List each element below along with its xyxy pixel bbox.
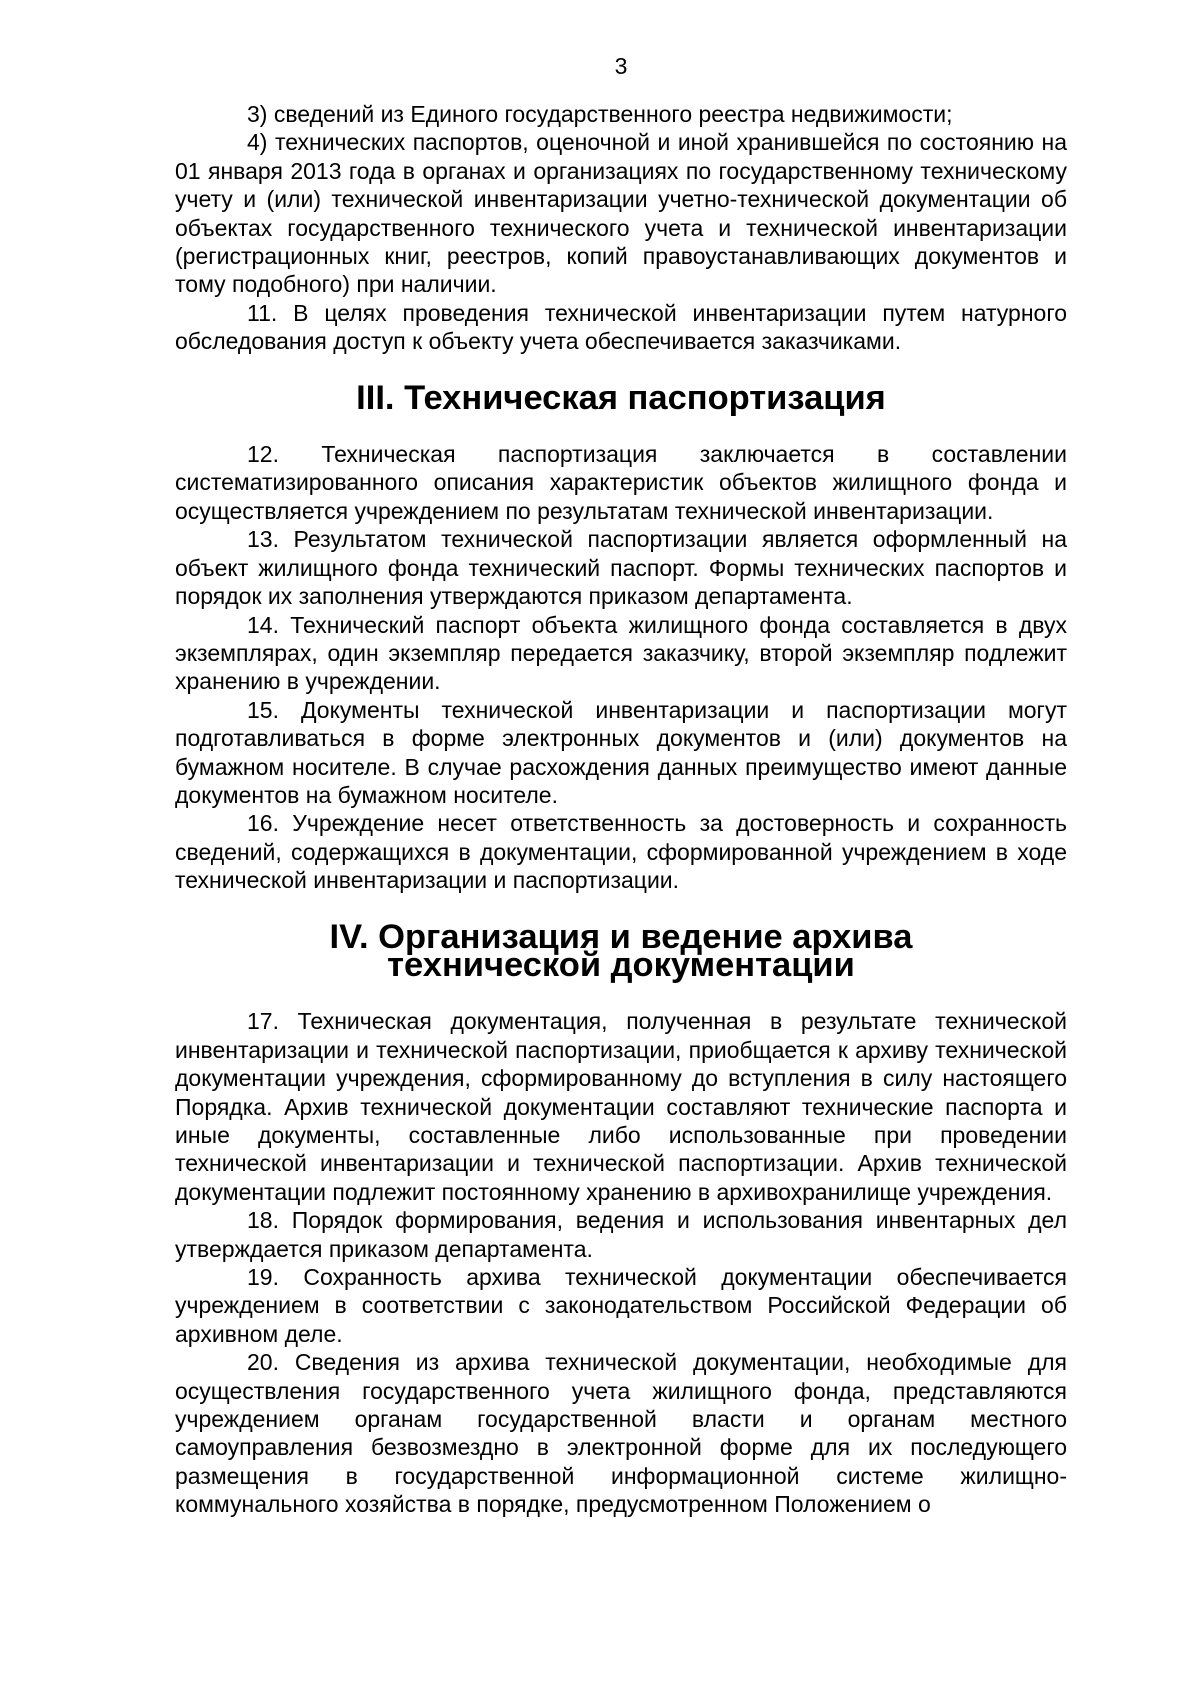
page-number: 3: [614, 53, 628, 79]
section-heading-4: [175, 917, 1067, 984]
paragraph-11: 11. В целях проведения технической инвентаризации путем натурного обследования доступ к объекту учета обеспечивается заказчиками.: [175, 299, 1067, 355]
paragraph-15: 15. Документы технической инвентаризации и паспортизации могут подготавливаться в форме электронных документов и (или) документов на бумажном носителе. В случае расхождения данных преимущество имеют данные документов на бумажном носителе.: [175, 696, 1067, 808]
section-heading-3: III. Техническая паспортизация: [356, 378, 886, 417]
paragraph-item-4: 4) технических паспортов, оценочной и иной хранившейся по состоянию на 01 января 2013 года в органах и организациях по государственному техническому учету и (или) технической инвентаризации учетно-технической документации об объектах государственного технического учета и технической инвентаризации (регистрационных книг, реестров, копий правоустанавливающих документов и тому подобного) при наличии.: [175, 129, 1067, 298]
paragraph-12: 12. Техническая паспортизация заключается в составлении систематизированного описания характеристик объектов жилищного фонда и осуществляется учреждением по результатам технической инвентаризации.: [175, 441, 1067, 524]
section-heading-4-line1: IV. Организация и ведение архива: [329, 917, 913, 956]
paragraph-19: 19. Сохранность архива технической документации обеспечивается учреждением в соответствии с законодательством Российской Федерации об архивном деле.: [175, 1264, 1067, 1347]
paragraph-13: 13. Результатом технической паспортизации является оформленный на объект жилищного фонда технический паспорт. Формы технических паспортов и порядок их заполнения утверждаются приказом департамента.: [175, 526, 1067, 610]
section-heading-4-line2: технической документации: [387, 945, 855, 984]
document-page: [175, 52, 1067, 1652]
paragraph-17: 17. Техническая документация, полученная в результате технической инвентаризации и технической паспортизации, приобщается к архиву технической документации учреждения, сформированному до вступления в силу настоящего Порядка. Архив технической документации составляют технические паспорта и иные документы, составленные либо использованные при проведении технической инвентаризации и технической паспортизации. Архив технической документации подлежит постоянному хранению в архивохранилище учреждения.: [175, 1008, 1067, 1205]
paragraph-18: 18. Порядок формирования, ведения и использования инвентарных дел утверждается приказом департамента.: [175, 1207, 1067, 1262]
paragraph-item-3: 3) сведений из Единого государственного реестра недвижимости;: [247, 101, 953, 127]
paragraph-16: 16. Учреждение несет ответственность за достоверность и сохранность сведений, содержащихся в документации, сформированной учреждением в ходе технической инвентаризации и паспортизации.: [175, 810, 1067, 894]
paragraph-20: 20. Сведения из архива технической документации, необходимые для осуществления государственного учета жилищного фонда, представляются учреждением органам государственной власти и органам местного самоуправления безвозмездно в электронной форме для их последующего размещения в государственной информационной системе жилищно-коммунального хозяйства в порядке, предусмотренном Положением о: [175, 1349, 1067, 1518]
paragraph-14: 14. Технический паспорт объекта жилищного фонда составляется в двух экземплярах, один экземпляр передается заказчику, второй экземпляр подлежит хранению в учреждении.: [175, 611, 1067, 695]
